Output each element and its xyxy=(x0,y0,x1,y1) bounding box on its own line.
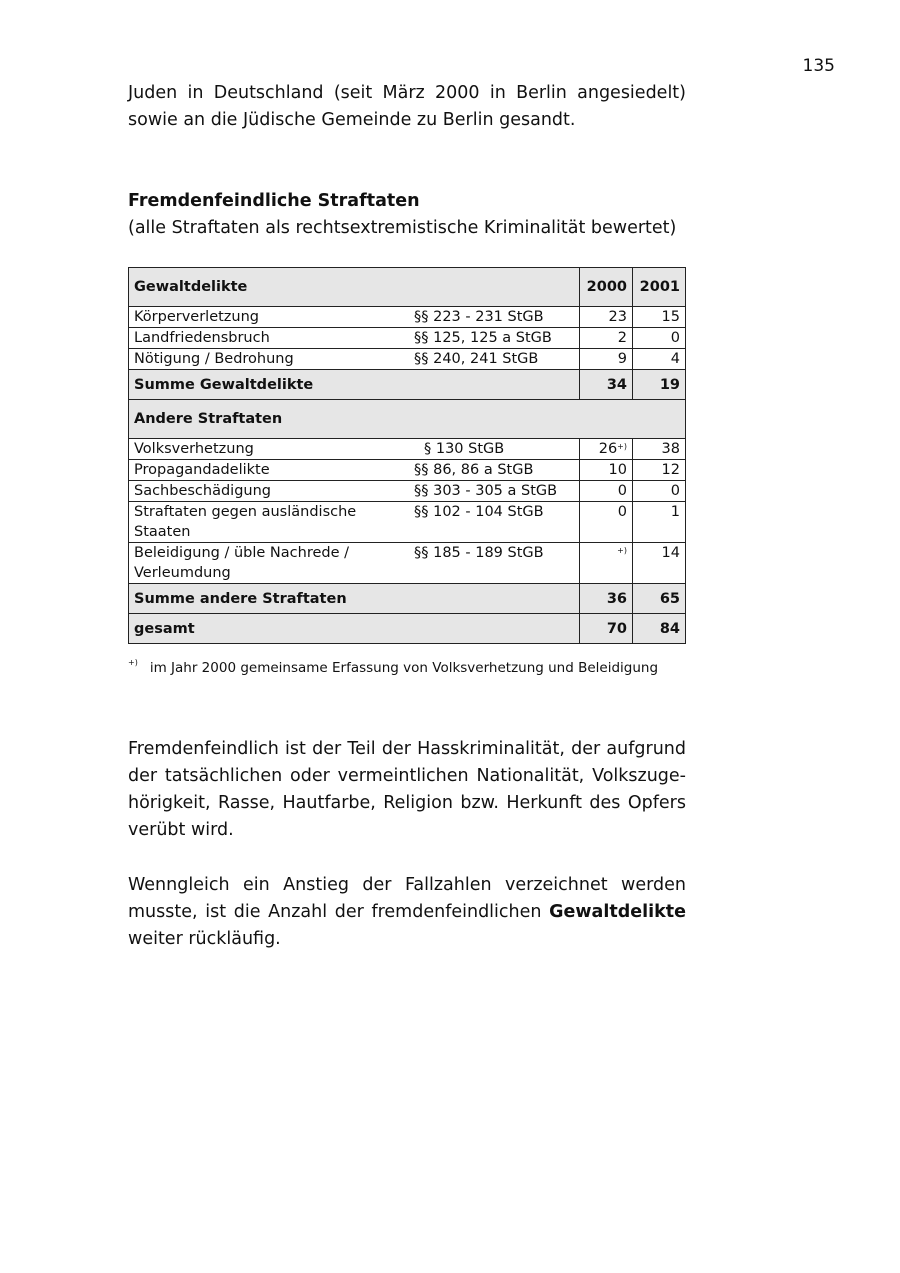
row-label: gesamt xyxy=(129,614,580,644)
row-label: Sachbeschädigung xyxy=(129,481,410,502)
value-2001: 15 xyxy=(633,307,686,328)
footnote-mark: +) xyxy=(617,442,627,451)
table-row xyxy=(129,328,686,349)
table-row xyxy=(129,460,686,481)
value-2000 xyxy=(580,349,633,370)
row-label: Propagandadelikte xyxy=(129,460,410,481)
text: Wenngleich ein Anstieg der Fallzahlen verzeichnet werden musste, ist die Anzahl der fremdenfeindlichen xyxy=(128,875,686,922)
footnote xyxy=(128,660,658,676)
table-row xyxy=(129,307,686,328)
header-2001: 2001 xyxy=(633,268,686,307)
value: 26 xyxy=(598,441,618,457)
value: 23 xyxy=(608,309,627,325)
page-number: 135 xyxy=(802,56,835,76)
row-label: Summe Gewaltdelikte xyxy=(129,370,580,400)
value: 9 xyxy=(617,351,627,367)
law-reference: §§ 303 - 305 a StGB xyxy=(409,481,580,502)
value: 10 xyxy=(608,462,627,478)
row-label: Landfriedensbruch xyxy=(129,328,410,349)
law-reference: §§ 185 - 189 StGB xyxy=(409,543,580,584)
value: 0 xyxy=(617,483,627,499)
paragraph-definition: Fremdenfeindlich ist der Teil der Hasskriminalität, der aufgrund der tatsächlichen oder vermeintlichen Nationalität, Volkszuge-hörigkeit, Rasse, Hautfarbe, Religion bzw. Herkunft des Opfers verübt wird. xyxy=(128,739,686,840)
table-row xyxy=(129,370,686,400)
section-header-row xyxy=(129,400,686,439)
value-2001: 14 xyxy=(633,543,686,584)
value-2000 xyxy=(580,481,633,502)
paragraph-conclusion xyxy=(128,872,686,953)
value-2000 xyxy=(580,328,633,349)
bold-text: Gewaltdelikte xyxy=(549,902,686,922)
other-header: Andere Straftaten xyxy=(129,400,686,439)
table-row xyxy=(129,614,686,644)
table-row xyxy=(129,584,686,614)
value-2001: 19 xyxy=(633,370,686,400)
value-2000 xyxy=(580,460,633,481)
value-2000 xyxy=(580,502,633,543)
value-2000 xyxy=(580,307,633,328)
row-label: Beleidigung / üble Nachrede / Verleumdung xyxy=(129,543,410,584)
law-reference: §§ 125, 125 a StGB xyxy=(409,328,580,349)
table-row xyxy=(129,349,686,370)
header-label: Gewaltdelikte xyxy=(129,268,580,307)
footnote-mark: +) xyxy=(617,546,627,555)
law-reference: §§ 102 - 104 StGB xyxy=(409,502,580,543)
value-2000: 34 xyxy=(580,370,633,400)
table-header-row xyxy=(129,268,686,307)
value-2001: 0 xyxy=(633,328,686,349)
table-row xyxy=(129,439,686,460)
row-label: Körperverletzung xyxy=(129,307,410,328)
header-2000: 2000 xyxy=(580,268,633,307)
value-2000 xyxy=(580,543,633,584)
value-2000: 36 xyxy=(580,584,633,614)
row-label: Summe andere Straftaten xyxy=(129,584,580,614)
statistics-table xyxy=(128,267,686,644)
value-2000: 70 xyxy=(580,614,633,644)
table-row xyxy=(129,481,686,502)
law-reference: § 130 StGB xyxy=(409,439,580,460)
table-row xyxy=(129,502,686,543)
value: 0 xyxy=(617,504,627,520)
table-row xyxy=(129,543,686,584)
value-2001: 38 xyxy=(633,439,686,460)
law-reference: §§ 223 - 231 StGB xyxy=(409,307,580,328)
value-2001: 84 xyxy=(633,614,686,644)
law-reference: §§ 240, 241 StGB xyxy=(409,349,580,370)
value-2001: 65 xyxy=(633,584,686,614)
text: weiter rückläufig. xyxy=(128,929,281,949)
law-reference: §§ 86, 86 a StGB xyxy=(409,460,580,481)
value-2000 xyxy=(580,439,633,460)
footnote-mark: +) xyxy=(128,658,138,667)
row-label: Straftaten gegen ausländische Staaten xyxy=(129,502,410,543)
footnote-text: im Jahr 2000 gemeinsame Erfassung von Volksverhetzung und Beleidigung xyxy=(149,660,659,676)
section-title: Fremdenfeindliche Straftaten xyxy=(128,191,420,211)
row-label: Nötigung / Bedrohung xyxy=(129,349,410,370)
row-label: Volksverhetzung xyxy=(129,439,410,460)
value-2001: 0 xyxy=(633,481,686,502)
value: 2 xyxy=(617,330,627,346)
section-subtitle: (alle Straftaten als rechtsextremistische Kriminalität bewertet) xyxy=(128,218,677,238)
value-2001: 1 xyxy=(633,502,686,543)
intro-paragraph: Juden in Deutschland (seit März 2000 in Berlin angesiedelt) sowie an die Jüdische Gemeinde zu Berlin gesandt. xyxy=(128,83,686,130)
value-2001: 4 xyxy=(633,349,686,370)
value-2001: 12 xyxy=(633,460,686,481)
